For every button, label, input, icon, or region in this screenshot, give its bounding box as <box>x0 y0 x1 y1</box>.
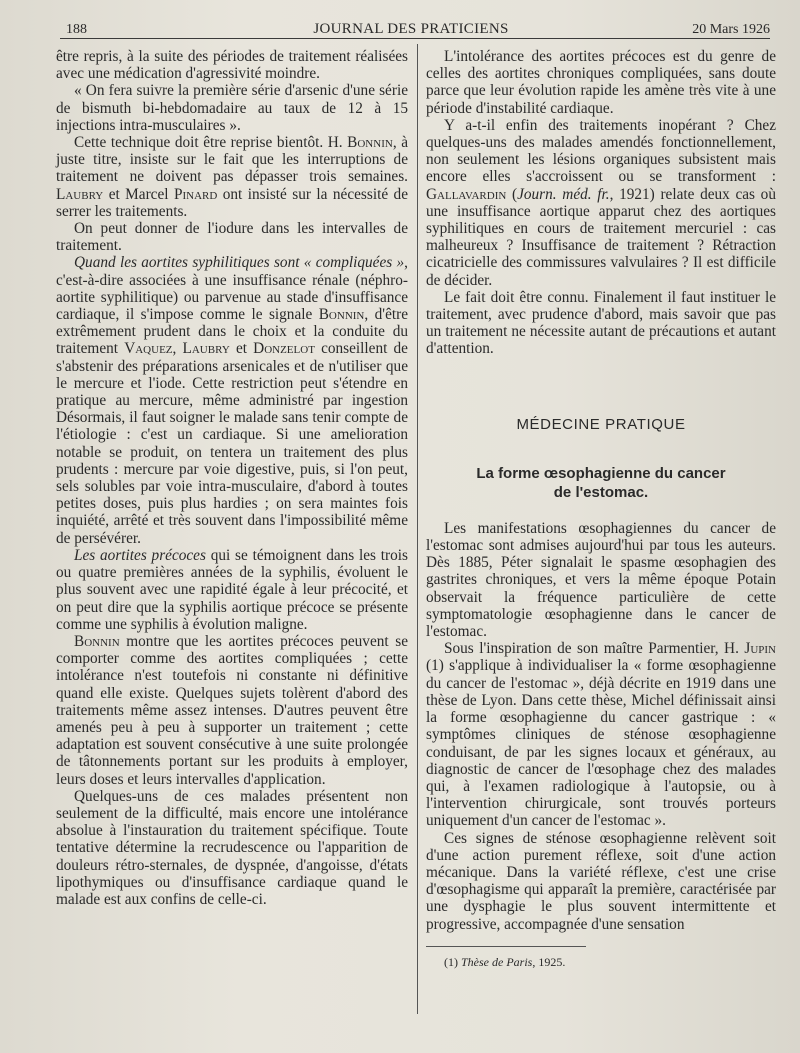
text-run: conseillent de s'abstenir des préparations arsenicales et de n'utiliser que le mercure et l'iode. Cette restriction peut s'étendre en pratique au mercure, même administré par ingestion Désormais, il faut soigner le malade sans tenir compte de l'étiologie : c'est un cardiaque. Si une amelioration notable se produit, on tentera un traitement des plus prudents : mercure par voie digestive, puis, si l'on peut, sels solubles par voie intra-musculaire, d'abord à toutes petites doses, puis plus hardies ; on sera maintes fois inquiété, arrêté et très souvent dans l'impossibilité même de persévérer. <box>56 340 408 547</box>
paragraph: être repris, à la suite des périodes de traitement réalisées avec une médication d'agressivité moindre. <box>56 48 408 83</box>
right-column <box>426 48 776 969</box>
citation: Thèse de Paris <box>461 954 533 969</box>
journal-title: JOURNAL DES PRATICIENS <box>313 21 509 37</box>
author-name: Donzelot <box>253 340 315 358</box>
author-name: Laubry <box>56 185 104 203</box>
article-title-line: La forme œsophagienne du cancer <box>476 464 726 482</box>
text-run: , <box>172 340 183 358</box>
paragraph: « On fera suivre la première série d'arsenic d'une série de bismuth bi-hebdomadaire au taux de 12 à 15 injections intra-musculaires ». <box>56 82 408 134</box>
text-run: (1) s'applique à individualiser la « forme œsophagienne du cancer de l'estomac », déjà décrite en 1919 dans une thèse de Lyon. Dans cette thèse, Michel définissait ainsi la forme œsophagienne du cancer gastrique : « symptômes cliniques de sténose œsophagienne conduisant, de par les signes locaux et généraux, au diagnostic de cancer de l'œsophage chez des malades qui, à l'examen radiologique à l'autopsie, ou à l'intervention chirurgicale, sont trouvés porteurs uniquement d'un cancer de l'estomac ». <box>426 657 776 830</box>
citation: Journ. méd. fr. <box>517 185 610 203</box>
paragraph <box>426 640 776 829</box>
author-name: Bonnin <box>74 632 120 650</box>
text-run: , 1925. <box>532 954 566 969</box>
text-run: qui se témoignent dans les trois ou quatre premières années de la syphilis, évoluent le plus souvent avec une rapidité égale à leur précocité, et on peut dire que la syphilis aortique précoce se présente comme une syphilis à évolution maligne. <box>56 546 408 633</box>
article-title <box>426 464 776 502</box>
text-run: ( <box>506 185 518 203</box>
author-name: Laubry <box>182 340 230 358</box>
paragraph: On peut donner de l'iodure dans les intervalles de traitement. <box>56 220 408 255</box>
column-divider <box>417 44 418 1014</box>
text-run: montre que les aortites précoces peuvent se comporter comme des aortites compliquées ; cette intolérance n'est toutefois ni constante ni définitive quand elle existe. Quelques sujets tolèrent d'abord des traitements même assez intenses. D'autres peuvent être amenés peu à peu à supporter un traitement ; cette adaptation est souvent consécutive à une suite prolongée de tâtonnements portant sur les produits à employer, leurs doses et leurs intervalles d'application. <box>56 632 408 788</box>
text-run: et <box>229 340 254 358</box>
author-name: Gallavardin <box>426 185 507 203</box>
italic-lead: Quand les aortites syphilitiques sont « compliquées » <box>74 254 405 272</box>
page-header <box>52 18 770 40</box>
paragraph: Ces signes de sténose œsophagienne relèvent soit d'une action purement réflexe, soit d'une action mécanique. Dans la variété réflexe, c'est une crise d'œsophagisme qui apparaît la première, caractérisée par une dysphagie le plus souvent intermittente et progressive, accompagnée d'une sensation <box>426 829 776 933</box>
paragraph: Les manifestations œsophagiennes du cancer de l'estomac sont admises aujourd'hui par tous les auteurs. Dès 1885, Péter signalait le spasme œsophagien des gastrites chroniques, et vers la même époque Potain observait la fréquence particulière de cette symptomatologie œsophagienne dans le cancer de l'estomac. <box>426 519 776 641</box>
text-run: , à juste titre, insiste sur le fait que les interruptions de traitement ne doivent pas dépasser trois semaines. <box>56 134 408 186</box>
article-title-line: de l'estomac. <box>553 483 649 501</box>
paragraph: Le fait doit être connu. Finalement il faut instituer le traitement, avec prudence d'abord, mais savoir que pas un traitement ne nécessite autant de précautions et autant d'attention. <box>426 288 776 358</box>
author-name: Bonnin <box>347 134 393 152</box>
paragraph <box>56 633 408 788</box>
text-run: Cette technique doit être reprise bientôt. H. <box>74 134 348 152</box>
author-name: Vaquez <box>124 340 173 358</box>
author-name: Bonnin <box>318 306 365 324</box>
text-run: , c'est-à-dire associées à une insuffisance rénale (néphro-aortite syphilitique) ou parvenue au stade d'insuffisance cardiaque, il s'impose comme le signale <box>56 254 408 324</box>
text-run: Sous l'inspiration de son maître Parmentier, H. <box>444 640 745 658</box>
text-run: (1) <box>444 954 461 969</box>
issue-date: 20 Mars 1926 <box>692 22 770 37</box>
text-run: ont insisté sur la nécessité de serrer les traitements. <box>56 185 408 220</box>
left-column <box>56 48 408 908</box>
paragraph <box>56 254 408 546</box>
author-name: Pinard <box>173 185 218 203</box>
paragraph: Quelques-uns de ces malades présentent non seulement de la difficulté, mais encore une intolérance absolue à l'instauration du traitement spécifique. Toute tentative détermine la recrudescence ou l'apparition de douleurs rétro-sternales, de dyspnée, d'angoisse, d'états lipothymiques ou d'insuffisance cardiaque quand le malade est aux confins de celle-ci. <box>56 787 408 908</box>
paragraph <box>426 117 776 289</box>
text-run: , 1921) relate deux cas où une insuffisance aortique apparut chez des aortiques syphilitiques en cours de traitement mercuriel : cas malheureux ? Insuffisance de traitement ? Rétraction cicatricielle des commissures valvulaires ? Il est difficile de décider. <box>426 185 776 289</box>
paragraph <box>56 547 408 633</box>
footnote <box>426 955 776 969</box>
header-rule <box>60 38 770 39</box>
section-title: MÉDECINE PRATIQUE <box>516 415 686 433</box>
italic-lead: Les aortites précoces <box>74 546 206 564</box>
author-name: Jupin <box>744 640 776 658</box>
paragraph: L'intolérance des aortites précoces est du genre de celles des aortites chroniques compliquées, sans doute parce que leur évolution rapide les amène très vite à une période d'instabilité cardiaque. <box>426 48 776 117</box>
paragraph <box>56 134 408 220</box>
footnote-rule <box>426 946 586 947</box>
text-run: , d'être extrêmement prudent dans le choix et la conduite du traitement <box>56 306 408 358</box>
page-number: 188 <box>66 22 87 37</box>
text-run: et Marcel <box>103 185 174 203</box>
text-run: Y a-t-il enfin des traitements inopérant ? Chez quelques-uns des malades amendés fonctionnellement, non seulement les lésions organiques subsistent mais encore elles s'accroissent ou se transforment : <box>426 116 776 186</box>
